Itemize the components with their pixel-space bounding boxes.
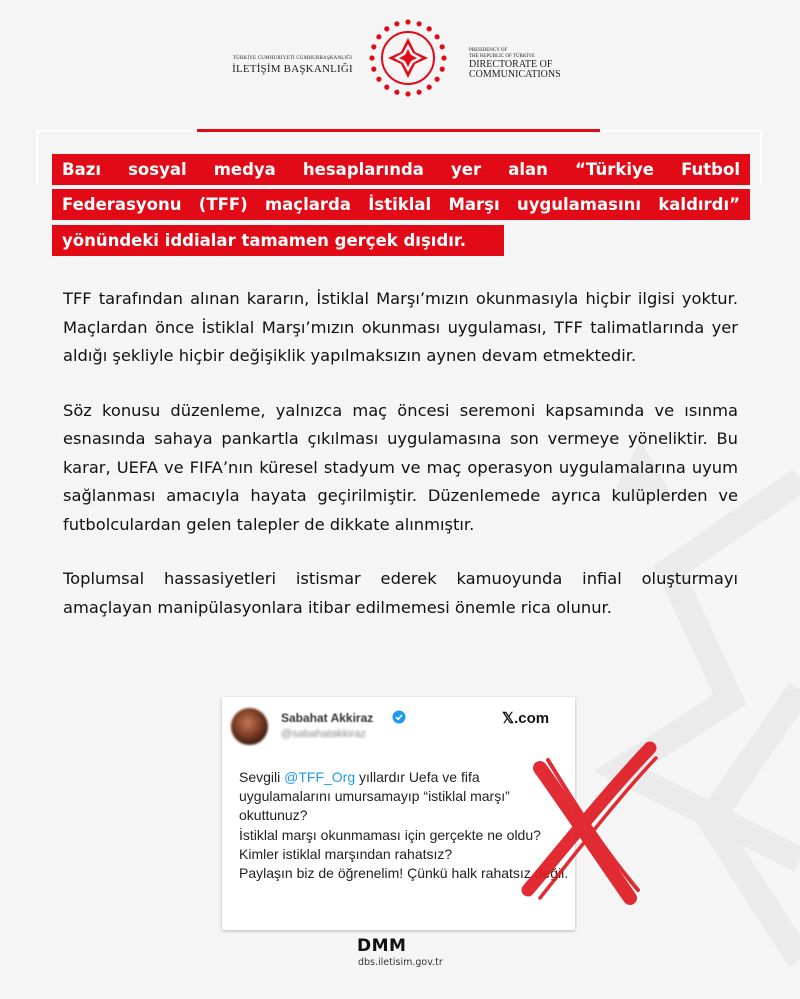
headline-line-2: Federasyonu (TFF) maçlarda İstiklal Marşı uygulamasını kaldırdı” [52,189,750,220]
header-left-title [226,56,359,75]
header-right-small-2: THE REPUBLIC OF TÜRKİYE [469,54,535,59]
frame-accent-line [197,129,600,132]
tweet-text-part: Sevgili [239,769,285,785]
header-right-title [469,48,589,80]
frame-line [600,130,762,132]
header [0,0,800,120]
red-cross-icon [500,740,660,910]
x-com-label: 𝕏.com [502,710,550,727]
header-left-small: TÜRKİYE CUMHURİYETİ CUMHURBAŞKANLIĞI [232,56,353,61]
frame-line [760,130,762,185]
header-right-small-1: PRESIDENCY OF [469,48,508,53]
presidency-seal-icon [366,16,450,100]
header-right-big-1: DIRECTORATE OF [469,59,553,70]
frame-line [36,130,197,132]
statement-body [63,285,738,648]
tweet-author-name: Sabahat Akkiraz [281,711,374,725]
frame-line [36,130,38,185]
footer-url[interactable]: dbs.iletisim.gov.tr [358,957,443,968]
avatar [231,708,268,745]
verified-badge-icon [392,710,406,724]
headline-line-3: yönündeki iddialar tamamen gerçek dışıdır. [52,225,504,256]
tweet-author-handle: @sabahatakkiraz [281,728,367,740]
header-right-big-2: COMMUNICATIONS [469,69,561,80]
paragraph-3: Toplumsal hassasiyetleri istismar ederek kamuoyunda infial oluşturmayı amaçlayan manipülasyonlara itibar edilmemesi önemle rica olunur. [63,569,738,617]
footer-brand: DMM [357,936,407,956]
tweet-mention-link[interactable]: @TFF_Org [284,769,356,785]
paragraph-2: Söz konusu düzenleme, yalnızca maç öncesi seremoni kapsamında ve ısınma esnasında sahaya pankartla çıkılması uygulamasına son vermeye yöneliktir. Bu karar, UEFA ve FIFA’nın küresel stadyum ve maç operasyon uygulamalarına uyum sağlanması amacıyla hayata geçirilmiştir. Düzenlemede ayrıca kulüplerden ve futbolculardan gelen talepler de dikkate alınmıştır. [63,400,738,534]
tweet-text-part: yıllardır Uefa ve fifa uygulamalarını umursamayıp “istiklal marşı” okuttunuz? [239,769,510,824]
tweet-text-line-3: Paylaşın biz de öğrenelim! Çünkü halk rahatsız değil. [239,865,569,882]
headline-line-1: Bazı sosyal medya hesaplarında yer alan “Türkiye Futbol [52,154,750,185]
paragraph-1: TFF tarafından alınan kararın, İstiklal Marşı’mızın okunmasıyla hiçbir ilgisi yoktur. Maçlardan önce İstiklal Marşı’mızın okunması uygulaması, TFF talimatlarında yer aldığı şekliyle hiçbir değişiklik yapılmaksızın aynen devam etmektedir. [63,289,738,365]
header-left-big: İLETİŞİM BAŞKANLIĞI [232,63,353,75]
tweet-text-line-2: İstiklal marşı okunmaması için gerçekte ne oldu? Kimler istiklal marşından rahatsız? [239,826,541,862]
